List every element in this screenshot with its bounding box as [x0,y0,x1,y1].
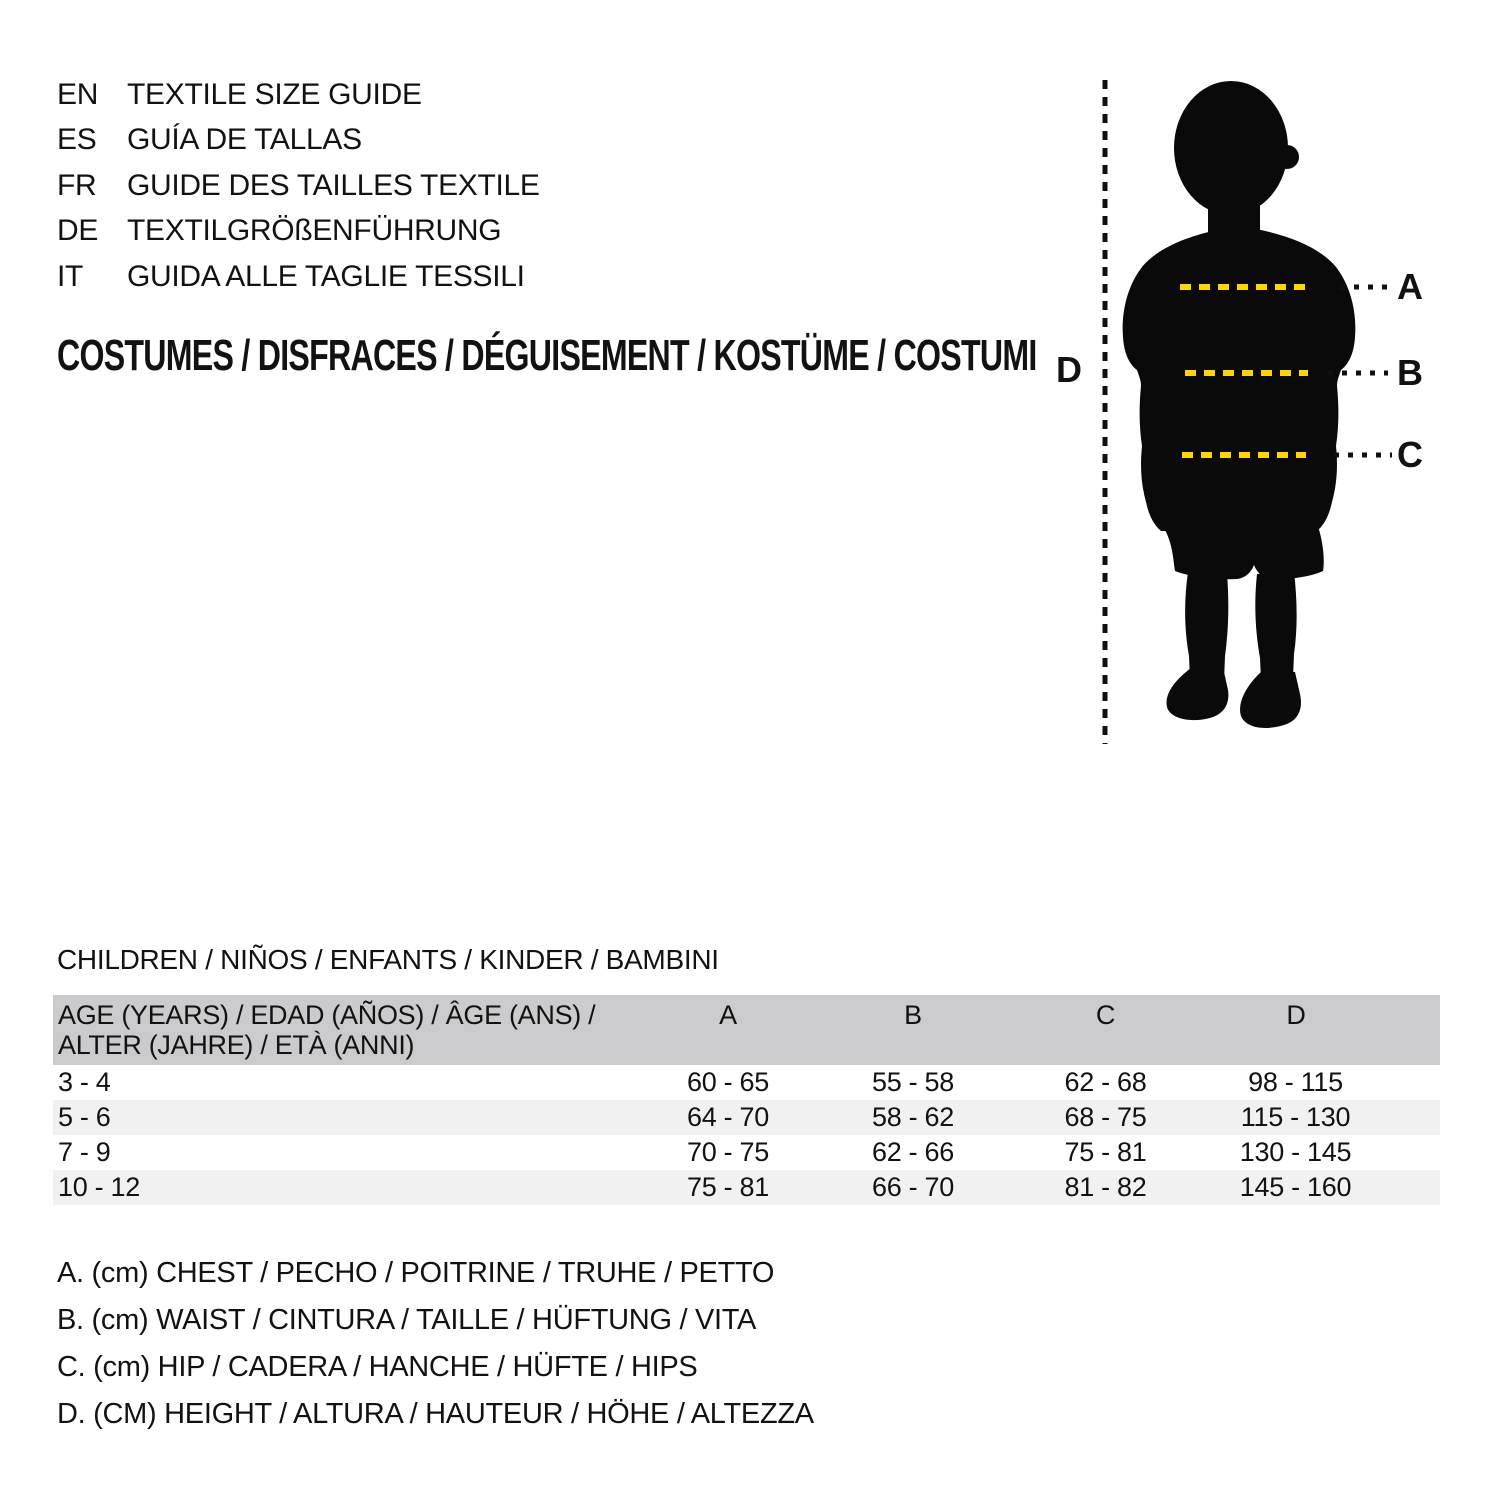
language-title-row [57,72,540,118]
measurement-figure [1040,60,1460,760]
measure-label-a: A [1397,266,1423,307]
waist-cell: 62 - 66 [872,1137,954,1167]
children-size-table [53,995,1440,1205]
language-code: EN [57,77,99,111]
measurement-legend [57,1250,814,1438]
language-title: GUIDA ALLE TAGLIE TESSILI [127,259,525,293]
measure-label-b: B [1397,352,1423,393]
column-header-b: B [904,1000,922,1030]
chest-cell: 60 - 65 [687,1067,769,1097]
chest-cell: 70 - 75 [687,1137,769,1167]
column-header-d: D [1286,1000,1306,1030]
age-column-header [53,995,638,1065]
table-row [53,1170,1440,1205]
age-header-line1: AGE (YEARS) / EDAD (AÑOS) / ÂGE (ANS) / [58,1000,596,1030]
legend-waist: B. (cm) WAIST / CINTURA / TAILLE / HÜFTUNG / VITA [57,1304,757,1336]
measure-label-d: D [1056,349,1082,390]
language-title-row [57,209,540,255]
legend-height: D. (CM) HEIGHT / ALTURA / HAUTEUR / HÖHE / ALTEZZA [57,1398,814,1430]
hip-cell: 68 - 75 [1064,1102,1147,1132]
height-cell: 145 - 160 [1239,1172,1352,1202]
language-title-row [57,118,540,164]
language-title-list [57,72,540,300]
table-row [53,1100,1440,1135]
language-title-row [57,254,540,300]
age-cell: 10 - 12 [58,1172,140,1202]
language-code: FR [57,168,97,202]
height-cell: 98 - 115 [1248,1067,1343,1097]
age-header-line2: ALTER (JAHRE) / ETÀ (ANNI) [58,1030,415,1060]
waist-cell: 58 - 62 [872,1102,954,1132]
children-section-title: CHILDREN / NIÑOS / ENFANTS / KINDER / BAMBINI [57,944,719,975]
language-code: ES [57,123,97,157]
chest-cell: 64 - 70 [687,1102,769,1132]
table-row [53,1065,1440,1100]
height-cell: 130 - 145 [1239,1137,1352,1167]
waist-cell: 66 - 70 [872,1172,954,1202]
language-title: GUÍA DE TALLAS [127,123,362,157]
language-code: IT [57,259,84,293]
language-title: TEXTILGRÖßENFÜHRUNG [127,214,502,248]
chest-cell: 75 - 81 [687,1172,769,1202]
legend-hip: C. (cm) HIP / CADERA / HANCHE / HÜFTE / HIPS [57,1351,698,1383]
hip-cell: 62 - 68 [1064,1067,1147,1097]
size-table-header-row [53,995,1440,1065]
table-row [53,1135,1440,1170]
child-silhouette-icon [1040,60,1460,760]
age-cell: 3 - 4 [58,1067,111,1097]
hip-cell: 75 - 81 [1064,1137,1147,1167]
height-cell: 115 - 130 [1240,1102,1351,1132]
language-title: GUIDE DES TAILLES TEXTILE [127,168,540,202]
language-title: TEXTILE SIZE GUIDE [127,77,422,111]
measure-label-c: C [1397,434,1423,475]
child-silhouette [1123,81,1356,728]
legend-chest: A. (cm) CHEST / PECHO / POITRINE / TRUHE / PETTO [57,1257,775,1289]
hip-cell: 81 - 82 [1064,1172,1147,1202]
column-header-a: A [719,1000,737,1030]
age-cell: 7 - 9 [58,1137,111,1167]
language-code: DE [57,214,99,248]
age-cell: 5 - 6 [58,1102,111,1132]
waist-cell: 55 - 58 [872,1067,954,1097]
column-header-c: C [1095,1000,1116,1030]
category-heading: COSTUMES / DISFRACES / DÉGUISEMENT / KOSTÜME / COSTUMI [57,331,1037,380]
language-title-row [57,163,540,209]
